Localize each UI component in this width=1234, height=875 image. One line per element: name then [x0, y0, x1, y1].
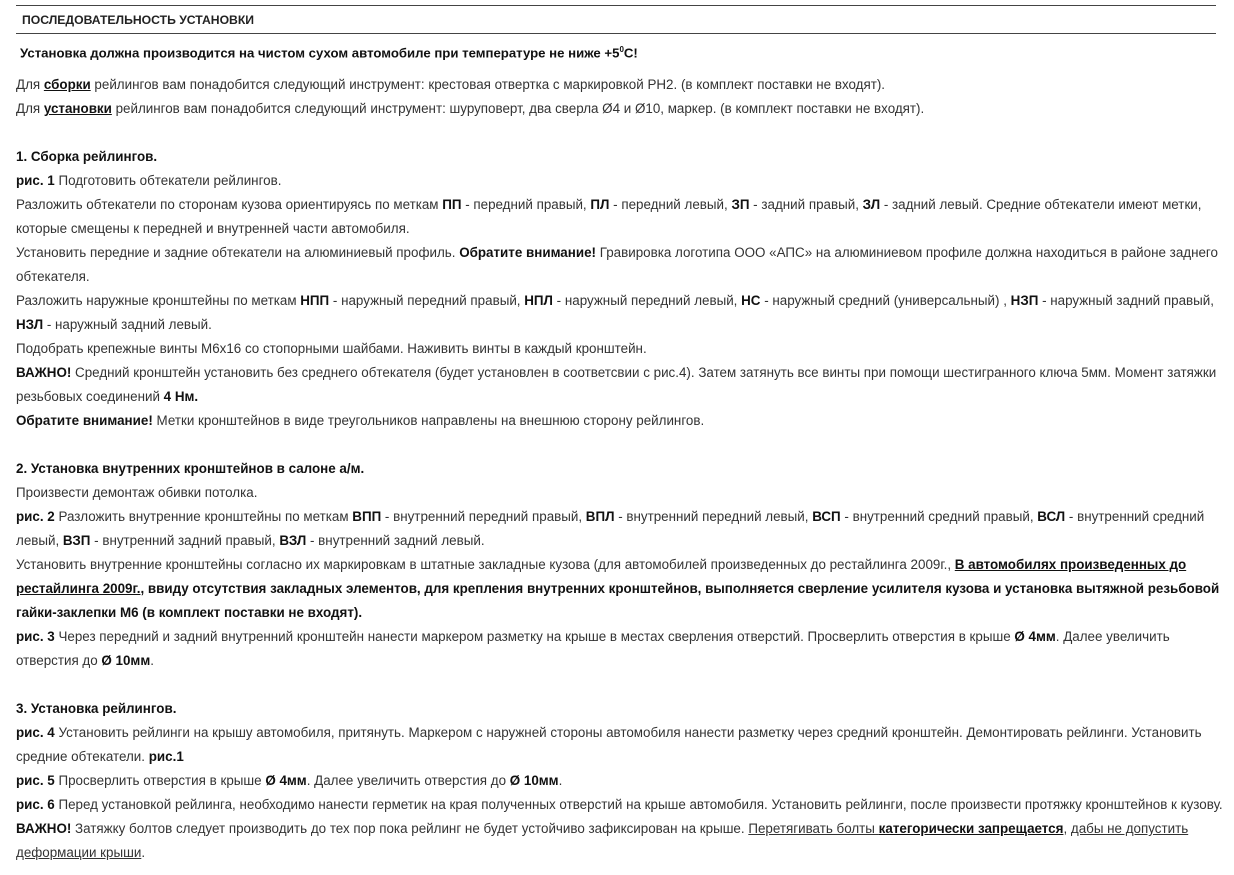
bold-text: категорически запрещается	[878, 821, 1064, 836]
section-2-title	[16, 457, 1226, 481]
spacer	[16, 433, 1226, 457]
bold-text: ЗП	[731, 197, 750, 212]
paragraph: обтекателя.	[16, 269, 90, 284]
text: - задний левый. Средние обтекатели имеют метки,	[880, 197, 1202, 212]
text: Затяжку болтов следует производить до тех пор пока рейлинг не будет устойчиво зафиксирован на крыше.	[71, 821, 749, 836]
text: рейлингов вам понадобится следующий инструмент: шуруповерт, два сверла Ø4 и Ø10, маркер. (в комплект поставки не входят).	[111, 101, 925, 116]
text: Установить внутренние кронштейны согласно их маркировкам в штатные закладные кузова (для автомобилей произведенных до рестайлинга 2009г.,	[16, 557, 955, 572]
text: дабы не допустить	[1070, 821, 1189, 836]
bold-text: НПЛ	[524, 293, 553, 308]
paragraph	[16, 841, 1226, 865]
paragraph	[16, 529, 1226, 553]
text: Установить рейлинги на крышу автомобиля, притянуть. Маркером с наружней стороны автомобиля нанести разметку через средний кронштейн. Демонтировать рейлинги. Установить	[54, 725, 1202, 740]
bold-text: НЗЛ	[16, 317, 44, 332]
spacer	[16, 121, 1226, 145]
bold-text: установки	[43, 101, 112, 116]
text: деформации крыши	[16, 845, 142, 860]
spacer	[16, 673, 1226, 697]
bold-text: сборки	[43, 77, 91, 92]
bold-text: ВПЛ	[585, 509, 615, 524]
bold-text: ВАЖНО!	[16, 365, 72, 380]
fig-label: рис. 6	[16, 797, 55, 812]
heading: 3. Установка рейлингов.	[16, 701, 177, 716]
text: Гравировка логотипа ООО «АПС» на алюминиевом профиле должна находиться в районе заднего	[595, 245, 1218, 260]
bold-text: В автомобилях произведенных до	[954, 557, 1187, 572]
heading: 2. Установка внутренних кронштейнов в салоне а/м.	[16, 461, 365, 476]
text: - наружный задний правый,	[1038, 293, 1214, 308]
text: . Далее увеличить	[1055, 629, 1170, 644]
text: Разложить внутренние кронштейны по меткам	[54, 509, 353, 524]
warning-note	[20, 45, 638, 60]
text: Просверлить отверстия в крыше	[54, 773, 266, 788]
paragraph	[16, 505, 1226, 529]
text: - передний правый,	[461, 197, 591, 212]
instructions-body	[16, 73, 1226, 865]
text: .	[558, 773, 563, 788]
text: рейлингов вам понадобится следующий инструмент: крестовая отвертка с маркировкой PH2. (в комплект поставки не входят).	[90, 77, 886, 92]
paragraph: Произвести демонтаж обивки потолка.	[16, 485, 258, 500]
text: - внутренний передний левый,	[614, 509, 813, 524]
bold-text: 4 Нм.	[163, 389, 199, 404]
intro-line	[16, 73, 1226, 97]
paragraph	[16, 601, 1226, 625]
bold-text: Ø 10мм	[509, 773, 559, 788]
paragraph	[16, 577, 1226, 601]
text: - наружный передний правый,	[329, 293, 525, 308]
paragraph	[16, 361, 1226, 385]
fig-label: рис. 4	[16, 725, 55, 740]
paragraph	[16, 649, 1226, 673]
section-title: ПОСЛЕДОВАТЕЛЬНОСТЬ УСТАНОВКИ	[22, 13, 255, 27]
bold-text: ЗЛ	[862, 197, 881, 212]
paragraph	[16, 769, 1226, 793]
text: Через передний и задний внутренний кронштейн нанести маркером разметку на крыше в местах сверления отверстий. Просверлить отверстия в крыше	[54, 629, 1015, 644]
text: - внутренний передний правый,	[381, 509, 586, 524]
paragraph	[16, 817, 1226, 841]
paragraph: которые смещены к передней и внутренней части автомобиля.	[16, 221, 410, 236]
text: Подготовить обтекатели рейлингов.	[54, 173, 282, 188]
paragraph	[16, 193, 1226, 217]
text: Разложить наружные кронштейны по меткам	[16, 293, 301, 308]
text: отверстия до	[16, 653, 102, 668]
bold-text: ВСП	[812, 509, 841, 524]
paragraph	[16, 169, 1226, 193]
text: .	[150, 653, 154, 668]
text: - наружный задний левый.	[43, 317, 212, 332]
text: .	[141, 845, 146, 860]
paragraph	[16, 289, 1226, 313]
note-text: Установка должна производится на чистом сухом автомобиле при температуре не ниже +5	[20, 45, 620, 61]
text: левый,	[16, 533, 63, 548]
note-unit: С!	[623, 45, 638, 61]
bold-text: НС	[741, 293, 761, 308]
paragraph: Подобрать крепежные винты М6х16 со стопорными шайбами. Наживить винты в каждый кронштейн.	[16, 341, 647, 356]
bold-text: ВПП	[352, 509, 382, 524]
text: средние обтекатели.	[16, 749, 149, 764]
text: - наружный передний левый,	[552, 293, 742, 308]
paragraph	[16, 313, 1226, 337]
section-header	[16, 5, 1216, 34]
paragraph	[16, 721, 1226, 745]
bold-text: Ø 4мм	[1014, 629, 1056, 644]
text: ,	[1063, 821, 1071, 836]
text: - внутренний средний правый,	[840, 509, 1038, 524]
bold-text: НПП	[300, 293, 330, 308]
text: - внутренний задний левый.	[306, 533, 485, 548]
bold-text: ВЗЛ	[279, 533, 307, 548]
text: Для	[16, 101, 44, 116]
bold-text: ВАЖНО!	[16, 821, 72, 836]
fig-label: рис. 1	[16, 173, 55, 188]
bold-text: , ввиду отсутствия закладных элементов, для крепления внутренних кронштейнов, выполняется сверление усилителя кузова и установка вытяжной резьбовой	[140, 581, 1220, 596]
heading: 1. Сборка рейлингов.	[16, 149, 158, 164]
text: резьбовых соединений	[16, 389, 164, 404]
bold-text: ПП	[442, 197, 462, 212]
bold-text: ВЗП	[62, 533, 91, 548]
text: Перед установкой рейлинга, необходимо нанести герметик на края полученных отверстий на крыше автомобиля. Установить рейлинги, после произвести протяжку кронштейнов к кузову.	[54, 797, 1223, 812]
fig-label: рис. 2	[16, 509, 55, 524]
text: - внутренний средний	[1065, 509, 1205, 524]
note-degree: 0	[619, 45, 624, 54]
text: Средний кронштейн установить без среднего обтекателя (будет установлен в соответсвии с рис.4). Затем затянуть все винты при помощи шестигранного ключа 5мм. Момент затяжки	[71, 365, 1217, 380]
paragraph	[16, 409, 1226, 433]
bold-text: НЗП	[1010, 293, 1039, 308]
fig-label: рис. 5	[16, 773, 55, 788]
section-1-title	[16, 145, 1226, 169]
bold-text: Обратите внимание!	[459, 245, 596, 260]
bold-text: рис.1	[148, 749, 184, 764]
paragraph	[16, 793, 1226, 817]
bold-text: Ø 10мм	[101, 653, 151, 668]
text: - внутренний задний правый,	[90, 533, 280, 548]
bold-text: рестайлинга 2009г.	[16, 581, 141, 596]
paragraph	[16, 385, 1226, 409]
paragraph	[16, 241, 1226, 265]
bold-text: ПЛ	[590, 197, 610, 212]
intro-line	[16, 97, 1226, 121]
section-3-title	[16, 697, 1226, 721]
fig-label: рис. 3	[16, 629, 55, 644]
text: Для	[16, 77, 44, 92]
bold-text: Обратите внимание!	[16, 413, 153, 428]
text: . Далее увеличить отверстия до	[306, 773, 510, 788]
paragraph	[16, 625, 1226, 649]
paragraph	[16, 745, 1226, 769]
text: Метки кронштейнов в виде треугольников направлены на внешнюю сторону рейлингов.	[152, 413, 705, 428]
text: - передний левый,	[609, 197, 732, 212]
text: Установить передние и задние обтекатели на алюминиевый профиль.	[16, 245, 460, 260]
paragraph	[16, 553, 1226, 577]
bold-text: ВСЛ	[1037, 509, 1066, 524]
text: - наружный средний (универсальный) ,	[760, 293, 1011, 308]
bold-text: гайки-заклепки М6 (в комплект поставки не входят).	[16, 605, 363, 620]
text: Перетягивать болты	[748, 821, 879, 836]
bold-text: Ø 4мм	[265, 773, 307, 788]
text: Разложить обтекатели по сторонам кузова ориентируясь по меткам	[16, 197, 443, 212]
text: - задний правый,	[749, 197, 863, 212]
